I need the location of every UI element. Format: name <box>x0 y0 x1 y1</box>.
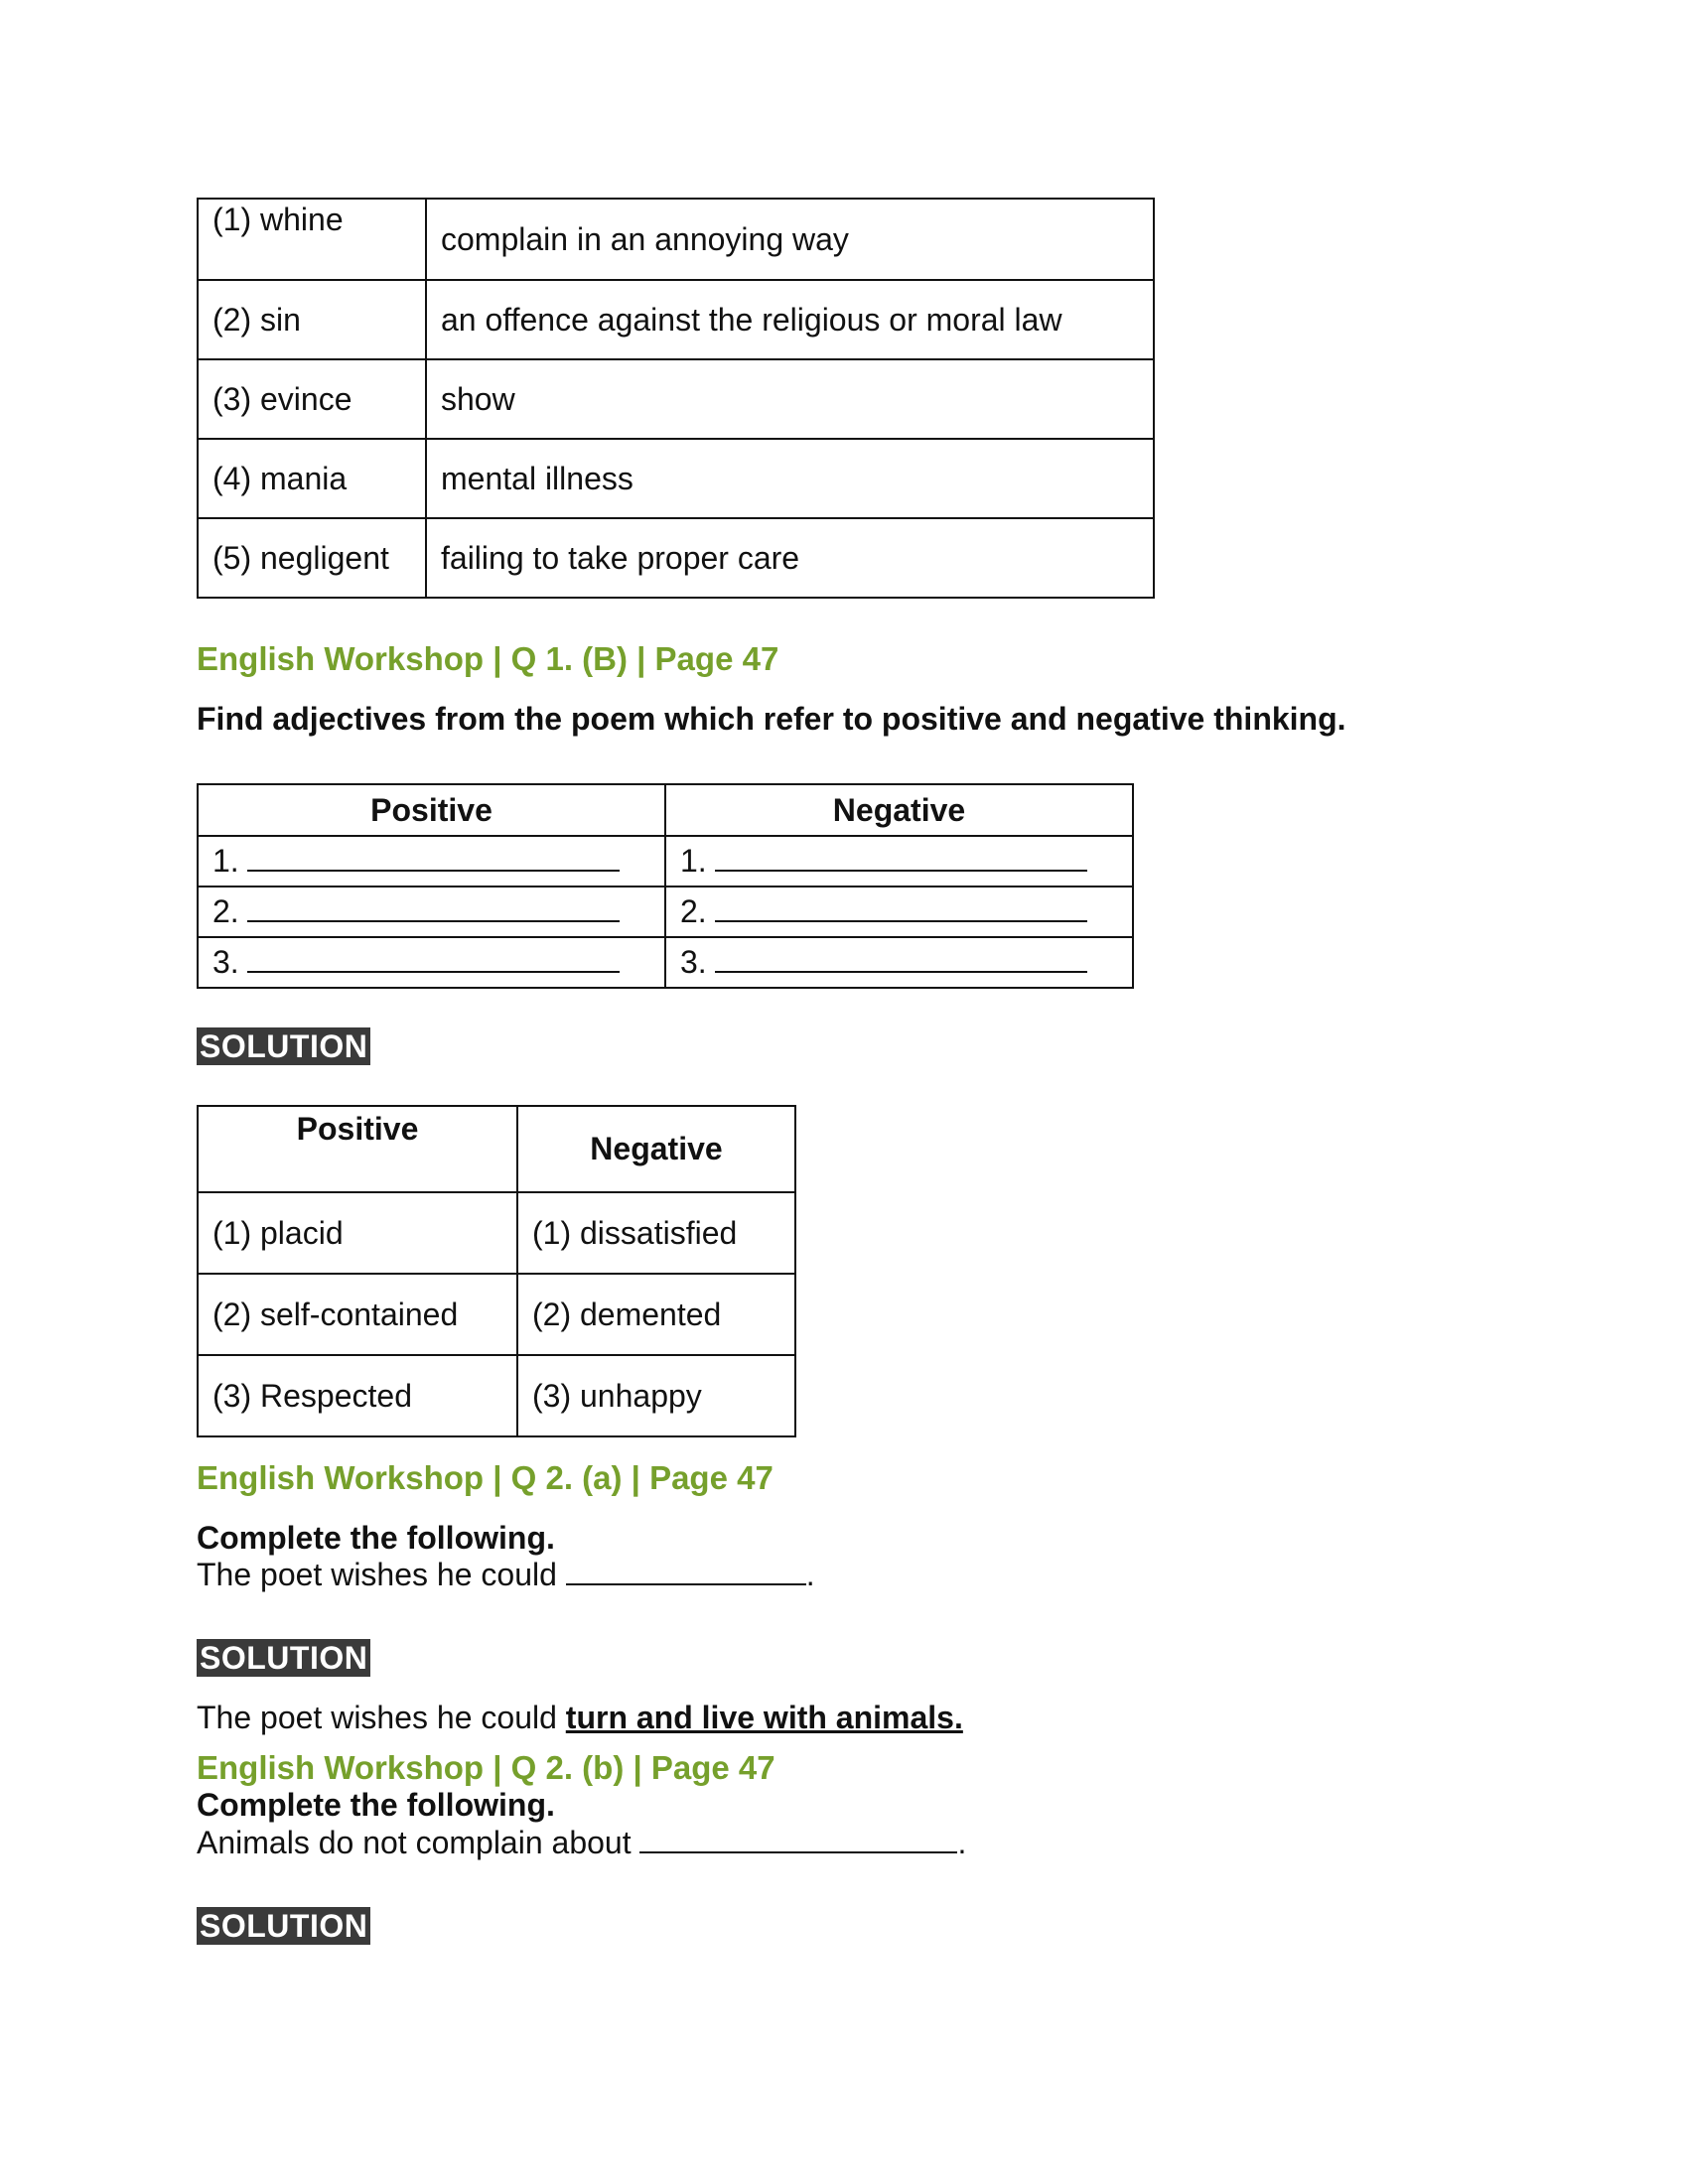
meaning-cell: show <box>426 359 1154 439</box>
blank-line <box>715 844 1087 872</box>
blank-answer-table <box>197 783 1134 989</box>
prompt-end: . <box>805 1557 815 1592</box>
prompt-text: The poet wishes he could <box>197 1557 557 1592</box>
table-row <box>198 518 1154 598</box>
blank-line <box>715 894 1087 922</box>
blank-cell <box>665 887 1133 937</box>
section-heading-q1b: English Workshop | Q 1. (B) | Page 47 <box>197 640 779 677</box>
blank-cell <box>198 937 665 988</box>
question-text: Find adjectives from the poem which refer to positive and negative thinking. <box>197 701 1346 737</box>
item-number: 1. <box>680 843 707 879</box>
prompt-line <box>197 1825 966 1861</box>
term-cell: (2) sin <box>198 280 426 359</box>
solution-label: SOLUTION <box>197 1027 370 1065</box>
table-row <box>198 937 1133 988</box>
header-positive: Positive <box>198 784 665 836</box>
negative-answer: (2) demented <box>517 1274 795 1355</box>
blank-cell <box>665 937 1133 988</box>
prompt-line <box>197 1557 815 1593</box>
meaning-cell: failing to take proper care <box>426 518 1154 598</box>
table-row <box>198 887 1133 937</box>
header-positive: Positive <box>198 1106 517 1192</box>
section-heading-q2a: English Workshop | Q 2. (a) | Page 47 <box>197 1459 774 1496</box>
blank-line <box>247 894 620 922</box>
item-number: 2. <box>212 893 239 929</box>
solution-label: SOLUTION <box>197 1639 370 1677</box>
item-number: 1. <box>212 843 239 879</box>
answer-table <box>197 1105 796 1437</box>
header-negative: Negative <box>517 1106 795 1192</box>
meaning-cell: mental illness <box>426 439 1154 518</box>
term-cell: (3) evince <box>198 359 426 439</box>
answer-text: turn and live with animals. <box>565 1700 963 1735</box>
table-row <box>198 1355 795 1436</box>
meaning-cell: complain in an annoying way <box>426 199 1154 280</box>
item-number: 2. <box>680 893 707 929</box>
instruction-text: Complete the following. <box>197 1520 555 1556</box>
blank-line <box>639 1826 957 1853</box>
header-negative: Negative <box>665 784 1133 836</box>
term-cell: (4) mania <box>198 439 426 518</box>
prompt-end: . <box>957 1825 967 1860</box>
table-row <box>198 199 1154 280</box>
table-row <box>198 359 1154 439</box>
blank-line <box>247 945 620 973</box>
item-number: 3. <box>212 944 239 980</box>
prompt-text: Animals do not complain about <box>197 1825 632 1860</box>
table-row <box>198 836 1133 887</box>
meaning-cell: an offence against the religious or moral law <box>426 280 1154 359</box>
answer-prefix: The poet wishes he could <box>197 1700 557 1735</box>
table-header-row <box>198 784 1133 836</box>
blank-cell <box>198 887 665 937</box>
positive-answer: (3) Respected <box>198 1355 517 1436</box>
term-cell: (1) whine <box>198 199 426 280</box>
table-header-row <box>198 1106 795 1192</box>
positive-answer: (1) placid <box>198 1192 517 1274</box>
table-row <box>198 280 1154 359</box>
blank-line <box>247 844 620 872</box>
item-number: 3. <box>680 944 707 980</box>
vocabulary-table <box>197 198 1155 599</box>
blank-cell <box>665 836 1133 887</box>
blank-line <box>715 945 1087 973</box>
negative-answer: (3) unhappy <box>517 1355 795 1436</box>
table-row <box>198 439 1154 518</box>
answer-line <box>197 1700 963 1736</box>
negative-answer: (1) dissatisfied <box>517 1192 795 1274</box>
solution-label: SOLUTION <box>197 1907 370 1945</box>
instruction-text: Complete the following. <box>197 1787 555 1823</box>
term-cell: (5) negligent <box>198 518 426 598</box>
table-row <box>198 1192 795 1274</box>
positive-answer: (2) self-contained <box>198 1274 517 1355</box>
section-heading-q2b: English Workshop | Q 2. (b) | Page 47 <box>197 1749 775 1786</box>
blank-cell <box>198 836 665 887</box>
blank-line <box>566 1558 806 1585</box>
table-row <box>198 1274 795 1355</box>
